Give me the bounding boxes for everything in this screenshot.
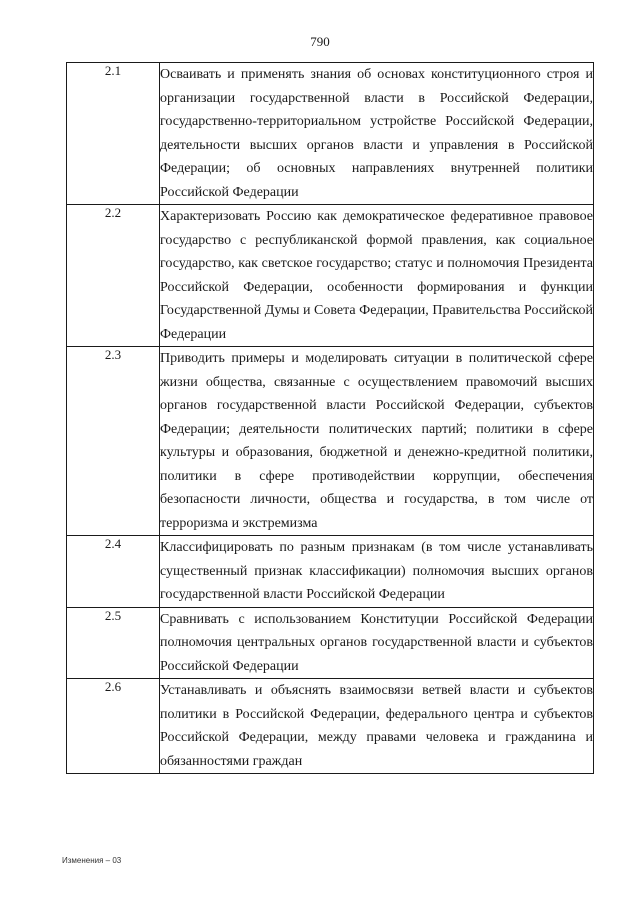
row-text: Приводить примеры и моделировать ситуации в политической сфере жизни общества, связанные с осуществлением правомочий высших органов государственной власти Российской Федерации, субъектов Федерации; деятельности политических партий; политики в сфере культуры и образования, бюджетной и денежно-кредитной политики, политики в сфере противодействии коррупции, обеспечения безопасности личности, общества и государства, в том числе от терроризма и экстремизма (160, 347, 594, 536)
table-row (67, 607, 594, 679)
row-text: Классифицировать по разным признакам (в том числе устанавливать существенный признак классификации) полномочия высших органов государственной власти Российской Федерации (160, 536, 594, 608)
row-text: Устанавливать и объяснять взаимосвязи ветвей власти и субъектов политики в Российской Федерации, федерального центра и субъектов Российской Федерации, между правами человека и гражданина и обязанностями граждан (160, 679, 594, 774)
row-text: Сравнивать с использованием Конституции Российской Федерации полномочия центральных органов государственной власти и субъектов Российской Федерации (160, 607, 594, 679)
footer-revision-note: Изменения – 03 (62, 856, 122, 865)
table-row (67, 679, 594, 774)
requirements-table (66, 62, 594, 774)
table-row (67, 347, 594, 536)
row-text: Характеризовать Россию как демократическое федеративное правовое государство с республиканской формой правления, как социальное государство, как светское государство; статус и полномочия Президента Российской Федерации, особенности формирования и функции Государственной Думы и Совета Федерации, Правительства Российской Федерации (160, 205, 594, 347)
row-code: 2.4 (67, 536, 160, 608)
page-number: 790 (310, 34, 330, 49)
row-code: 2.3 (67, 347, 160, 536)
row-code: 2.5 (67, 607, 160, 679)
row-code: 2.1 (67, 63, 160, 205)
row-code: 2.2 (67, 205, 160, 347)
table-row (67, 63, 594, 205)
table-row (67, 205, 594, 347)
row-code: 2.6 (67, 679, 160, 774)
row-text: Осваивать и применять знания об основах конституционного строя и организации государственной власти в Российской Федерации, государственно-территориальном устройстве Российской Федерации, деятельности высших органов власти и управления в Российской Федерации; об основных направлениях внутренней политики Российской Федерации (160, 63, 594, 205)
table-row (67, 536, 594, 608)
